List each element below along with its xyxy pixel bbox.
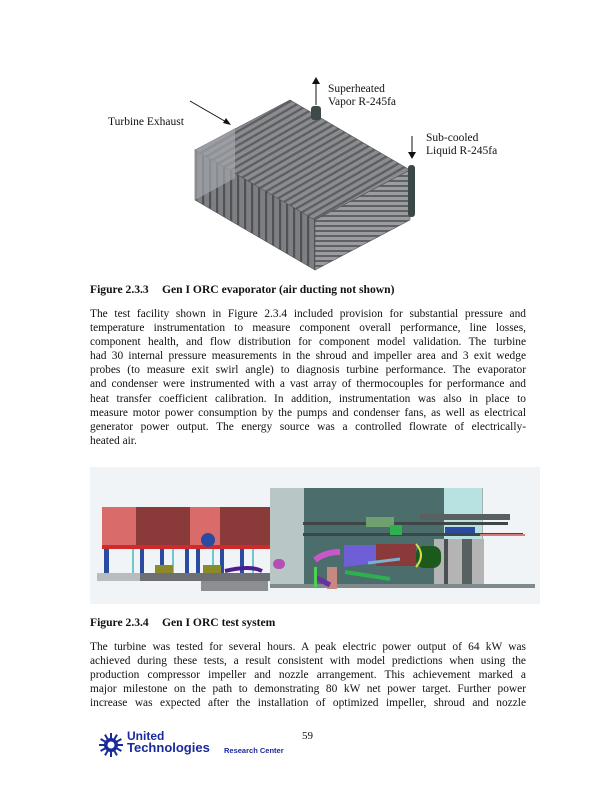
caption-text: Gen I ORC evaporator (air ducting not shown): [162, 283, 395, 296]
figure-2-3-4-caption: [90, 616, 275, 629]
paragraph-line: heat transfer coefficient calibration. In addition, instrumentation was also in place to: [90, 392, 526, 405]
paragraph-line: The turbine was tested for several hours. A peak electric power output of 64 kW was: [90, 641, 526, 653]
caption-text: Gen I ORC test system: [162, 616, 276, 629]
turbine-exhaust-label: Turbine Exhaust: [108, 116, 184, 128]
superheated-label-line1: Superheated: [328, 83, 385, 95]
page-number: 59: [302, 730, 313, 742]
subcooled-label-line2: Liquid R-245fa: [426, 145, 498, 157]
paragraph-line: component health, and flow distribution for component model validation. The turbine: [90, 336, 526, 349]
test-system-figure: [90, 467, 540, 604]
logo-wordmark: [127, 730, 210, 754]
body-paragraph-1: [90, 307, 526, 448]
paragraph-line: had 30 internal pressure measurements in the shroud and impeller area and 3 exit wedge: [90, 350, 526, 363]
paragraph-line: temperature instrumentation to measure component overall performance, line losses,: [90, 322, 526, 335]
utc-logo-icon: [98, 732, 124, 758]
caption-number: Figure 2.3.3: [90, 283, 149, 296]
paragraph-line: achieved during these tests, a result consistent with model predictions when using the: [90, 655, 526, 668]
logo-line-united: United: [127, 729, 165, 743]
paragraph-line: measure motor power consumption by the pumps and condenser fans, as well as electrical: [90, 406, 526, 419]
paragraph-line: increase was expected after the installation of optimized impeller, shroud and nozzle: [90, 697, 526, 710]
paragraph-line: probes (to measure exit swirl angle) to diagnosis turbine performance. The evaporator: [90, 364, 526, 377]
superheated-label-line2: Vapor R-245fa: [328, 96, 397, 108]
evaporator-illustration: [90, 70, 530, 280]
evaporator-figure: [90, 70, 530, 280]
superheated-vapor-label: [328, 83, 396, 109]
paragraph-line: The test facility shown in Figure 2.3.4 included provision for substantial pressure and: [90, 308, 526, 320]
figure-2-3-3-caption: [90, 283, 394, 296]
body-paragraph-2: [90, 640, 526, 710]
test-system-illustration: [90, 467, 540, 604]
subcooled-liquid-label: [426, 132, 497, 158]
subcooled-label-line1: Sub-cooled: [426, 132, 479, 144]
logo-line-technologies: Technologies: [127, 740, 210, 755]
paragraph-line: major milestone on the path to demonstrating 80 kW net power target. Further power: [90, 683, 526, 696]
paragraph-line: production compressor impeller and nozzle arrangement. This achievement marked a: [90, 669, 526, 682]
paragraph-line: generator power output. The energy source was a controlled flowrate of electrically-: [90, 420, 526, 433]
caption-number: Figure 2.3.4: [90, 616, 149, 629]
footer: [98, 730, 538, 762]
research-center-label: Research Center: [224, 746, 284, 755]
paragraph-line: heated air.: [90, 434, 137, 447]
paragraph-line: and condenser were instrumented with a vast array of thermocouples for performance and: [90, 378, 526, 391]
